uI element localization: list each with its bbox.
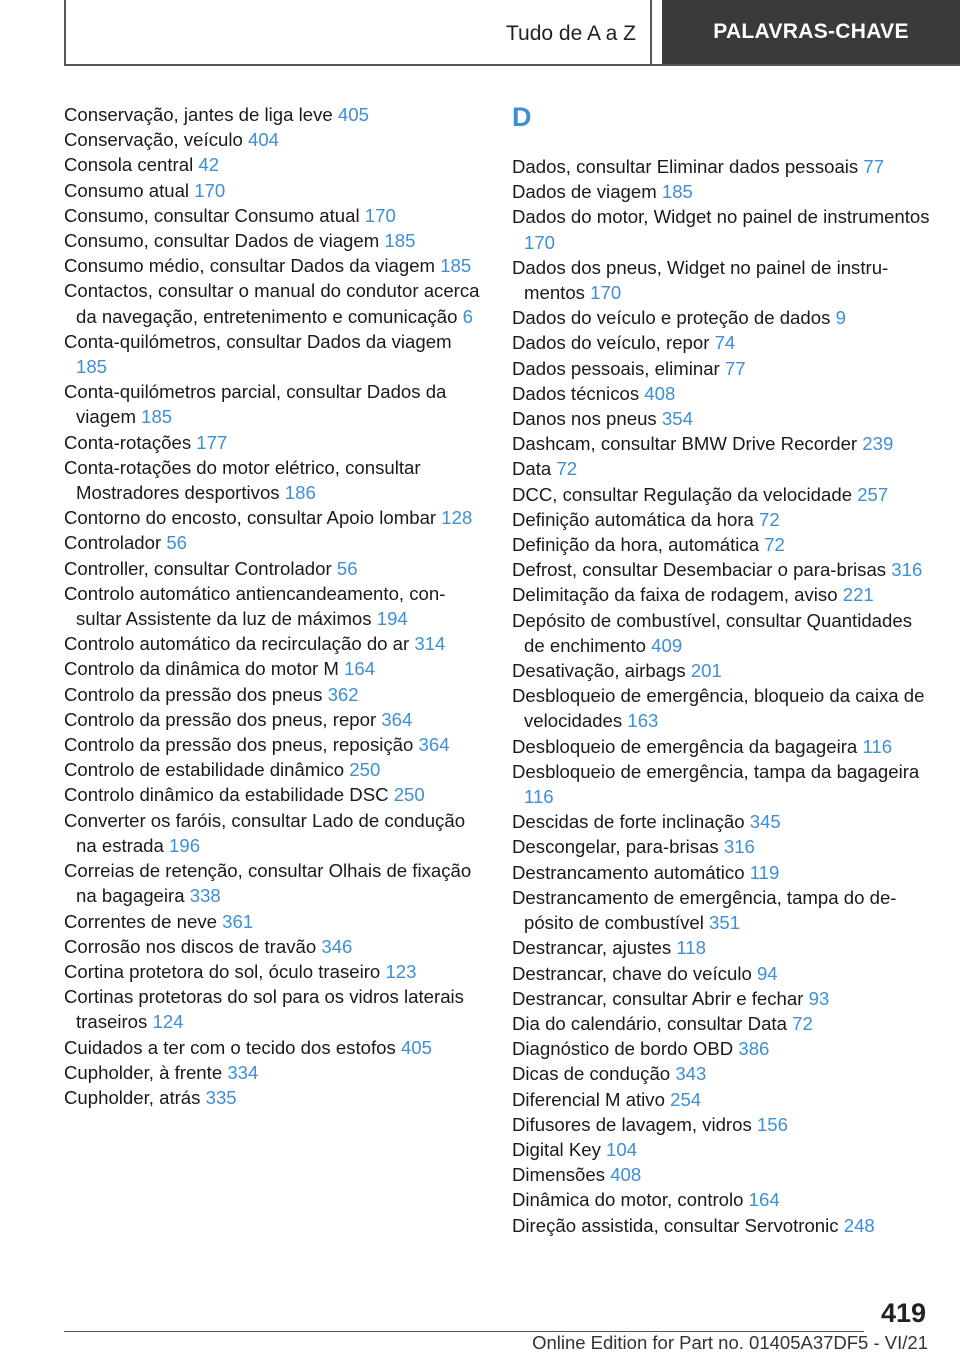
page-number: 419	[880, 1298, 926, 1328]
index-entry-text: Destrancar, consultar Abrir e fechar	[512, 987, 804, 1009]
index-entry	[512, 507, 932, 532]
index-entry-text: Destrancar, ajustes	[512, 937, 672, 959]
index-entry-text: Conta-rotações	[64, 431, 192, 453]
index-entry-text: Dados, consultar Eliminar dados pessoais	[512, 156, 859, 177]
index-entry	[64, 1035, 482, 1060]
index-page-link[interactable]: 9	[835, 307, 846, 329]
index-entry	[64, 631, 482, 656]
index-page-link[interactable]: 72	[759, 508, 780, 530]
index-page-link[interactable]: 170	[524, 231, 556, 253]
index-page-link[interactable]: 338	[189, 885, 221, 907]
index-page-link[interactable]: 177	[196, 431, 228, 453]
index-entry-text: Dicas de condução	[512, 1063, 671, 1085]
index-entry-text: Depósito de combustível, consultar Quantidades de enchimento	[512, 609, 912, 656]
index-entry	[64, 984, 482, 1034]
index-entry-text: Dimensões	[512, 1164, 606, 1186]
index-entry	[64, 707, 482, 732]
index-entry	[512, 1061, 932, 1086]
index-entry-text: Correntes de neve	[64, 910, 217, 932]
index-page-link[interactable]: 185	[440, 255, 472, 277]
index-entry	[64, 152, 482, 177]
index-entry	[512, 179, 932, 204]
index-entry-text: Controller, consultar Controlador	[64, 557, 332, 579]
index-entry-text: Dados do veículo, repor	[512, 332, 710, 354]
index-entry	[512, 1036, 932, 1061]
index-entry-text: Contactos, consultar o manual do condutor acerca da navegação, entretenimento e comunicação	[64, 280, 480, 327]
header-left-border	[64, 0, 66, 64]
index-column-right	[512, 102, 932, 1238]
index-page-link[interactable]: 194	[376, 608, 408, 630]
index-page-link[interactable]: 254	[670, 1088, 702, 1110]
index-page-link[interactable]: 163	[627, 710, 659, 732]
index-entry-text: Corrosão nos discos de travão	[64, 935, 317, 957]
index-entry-text: Consumo, consultar Consumo atual	[64, 204, 360, 226]
index-page-link[interactable]: 196	[169, 834, 201, 856]
index-entry-text: Cuidados a ter com o tecido dos estofos	[64, 1036, 396, 1058]
index-entry	[512, 986, 932, 1011]
header-chapter-label[interactable]: PALAVRAS-CHAVE	[662, 0, 960, 64]
index-entry-text: Cortina protetora do sol, óculo traseiro	[64, 960, 381, 982]
index-entry	[64, 556, 482, 581]
index-page-link[interactable]: 314	[414, 633, 446, 655]
index-entry	[512, 961, 932, 986]
index-entry-text: Difusores de lavagem, vidros	[512, 1113, 752, 1135]
index-page-link[interactable]: 250	[349, 759, 381, 781]
index-page-link[interactable]: 116	[524, 786, 554, 808]
index-page-link[interactable]: 335	[205, 1086, 237, 1108]
index-entry-text: Controlo da pressão dos pneus, reposição	[64, 734, 414, 756]
index-page-link[interactable]: 124	[152, 1011, 184, 1033]
index-page-link[interactable]: 104	[606, 1138, 638, 1160]
index-entry	[512, 759, 932, 809]
index-entry-text: Danos nos pneus	[512, 408, 657, 430]
index-entry-text: Controlo dinâmico da estabilidade DSC	[64, 784, 389, 806]
index-page-link[interactable]: 250	[393, 784, 425, 806]
index-entry-text: Cupholder, atrás	[64, 1086, 201, 1108]
index-entry	[512, 255, 932, 305]
index-entry-text: Conta-quilómetros, consultar Dados da viagem	[64, 330, 452, 352]
index-page-link[interactable]: 42	[198, 154, 220, 176]
index-page-link[interactable]: 170	[194, 179, 226, 201]
index-entry-text: Controlador	[64, 532, 162, 554]
index-entry-text: Consola central	[64, 154, 194, 176]
index-entry	[512, 1087, 932, 1112]
index-entry-text: Conta-rotações do motor elétrico, consultar Mostradores desportivos	[64, 456, 421, 504]
index-page-link[interactable]: 408	[644, 382, 676, 404]
index-page-link[interactable]: 408	[610, 1164, 642, 1186]
index-entry	[64, 682, 482, 707]
index-entry	[512, 557, 932, 582]
index-entry-text: Definição da hora, automática	[512, 534, 760, 556]
index-page-link[interactable]: 364	[381, 708, 413, 730]
index-entry-text: Dados pessoais, eliminar	[512, 357, 720, 379]
index-entry	[64, 581, 482, 631]
index-page-link[interactable]: 185	[141, 406, 173, 428]
index-entry	[64, 253, 482, 278]
index-entry	[512, 734, 932, 759]
index-page-link[interactable]: 119	[749, 861, 780, 883]
index-entry-text: Desativação, airbags	[512, 660, 686, 682]
index-page-link[interactable]: 409	[651, 634, 683, 656]
index-entry	[512, 356, 932, 381]
index-entry	[64, 430, 482, 455]
index-entry	[64, 228, 482, 253]
index-entry-text: Conservação, veículo	[64, 129, 243, 151]
index-page-link[interactable]: 72	[792, 1012, 813, 1034]
index-entry	[64, 782, 482, 807]
index-entry	[64, 127, 482, 152]
index-entry	[512, 608, 932, 658]
index-entry-text: Diagnóstico de bordo OBD	[512, 1038, 734, 1060]
index-entry	[512, 582, 932, 607]
index-page-link[interactable]: 201	[690, 660, 722, 682]
index-entry-text: Defrost, consultar Desembaciar o para-brisas	[512, 559, 887, 581]
header-tab-label[interactable]: Tudo de A a Z	[506, 22, 636, 45]
index-entry	[512, 809, 932, 834]
index-entry	[64, 934, 482, 959]
index-entry	[512, 330, 932, 355]
index-entry-text: Dashcam, consultar BMW Drive Recorder	[512, 433, 858, 455]
index-entry	[512, 456, 932, 481]
index-entry	[64, 102, 482, 127]
index-entry-text: Dados do veículo e proteção de dados	[512, 307, 831, 329]
index-entry	[64, 455, 482, 505]
index-entry	[64, 909, 482, 934]
index-page-link[interactable]: 77	[724, 357, 746, 379]
index-entry	[64, 505, 482, 530]
index-entry	[64, 656, 482, 681]
index-page-link[interactable]: 128	[441, 507, 473, 529]
index-page-link[interactable]: 170	[590, 282, 622, 304]
index-page-link[interactable]: 257	[857, 483, 889, 505]
index-entry-text: Dados do motor, Widget no painel de instrumentos	[512, 206, 930, 228]
index-entry-text: Direção assistida, consultar Servotronic	[512, 1214, 839, 1236]
index-page-link[interactable]: 123	[385, 960, 417, 982]
index-entry	[512, 1187, 932, 1212]
index-entry-text: Diferencial M ativo	[512, 1088, 665, 1110]
index-entry-text: Destrancar, chave do veículo	[512, 962, 752, 984]
index-column-left	[64, 102, 482, 1110]
index-entry-text: Dados de viagem	[512, 181, 657, 203]
footer-edition: Online Edition for Part no. 01405A37DF5 - VI/21	[532, 1332, 928, 1353]
index-entry	[64, 530, 482, 555]
index-entry-text: Consumo, consultar Dados de viagem	[64, 230, 380, 252]
index-entry-text: Data	[512, 458, 552, 480]
index-entry	[64, 808, 482, 858]
index-entry	[64, 1060, 482, 1085]
index-page-link[interactable]: 239	[862, 433, 894, 455]
index-page-link[interactable]: 94	[756, 962, 778, 984]
index-entry	[512, 204, 932, 254]
index-entry-text: Dados técnicos	[512, 382, 640, 404]
index-page-link[interactable]: 164	[748, 1189, 780, 1211]
index-entry-text: Definição automática da hora	[512, 508, 754, 530]
index-page-link[interactable]: 351	[709, 912, 741, 934]
index-entry-text: Dinâmica do motor, controlo	[512, 1189, 744, 1211]
index-page-link[interactable]: 164	[344, 658, 376, 680]
index-entry	[64, 203, 482, 228]
index-entry	[512, 381, 932, 406]
index-entry-text: Controlo da pressão dos pneus	[64, 683, 323, 705]
index-letter-heading: D	[512, 102, 532, 132]
index-page-link[interactable]: 116	[862, 735, 893, 757]
index-page-link[interactable]: 316	[723, 836, 755, 858]
header-rule	[64, 64, 960, 66]
index-entry	[64, 757, 482, 782]
index-page-link[interactable]: 346	[321, 935, 353, 957]
index-page-link[interactable]: 185	[661, 181, 693, 203]
index-page-link[interactable]: 361	[222, 910, 254, 932]
index-entry	[512, 431, 932, 456]
index-entry-text: Delimitação da faixa de rodagem, aviso	[512, 584, 838, 606]
index-entry	[512, 834, 932, 859]
index-entry-text: Controlo automático da recirculação do ar	[64, 633, 410, 655]
index-page-link[interactable]: 72	[556, 458, 578, 480]
index-page-link[interactable]: 345	[749, 811, 781, 833]
index-entry-text: Digital Key	[512, 1138, 601, 1160]
index-entry	[64, 379, 482, 429]
index-entry	[512, 935, 932, 960]
index-entry-text: Desbloqueio de emergência da bagageira	[512, 735, 858, 757]
index-entry-text: Destrancamento automático	[512, 861, 745, 883]
index-page-link[interactable]: 56	[336, 557, 358, 579]
index-page-link[interactable]: 248	[843, 1214, 875, 1236]
index-entry	[64, 278, 482, 328]
index-entry-text: Controlo de estabilidade dinâmico	[64, 759, 345, 781]
index-entry	[512, 860, 932, 885]
index-entry-text: Dados dos pneus, Widget no painel de instrumentos	[512, 256, 889, 304]
index-entry	[512, 532, 932, 557]
index-entry	[512, 885, 932, 935]
index-entry-text: Contorno do encosto, consultar Apoio lombar	[64, 507, 437, 529]
index-page-link[interactable]: 316	[891, 559, 923, 581]
index-page-link[interactable]: 185	[76, 356, 108, 378]
index-entry	[512, 154, 932, 179]
index-entry-text: Conta-quilómetros parcial, consultar Dados da viagem	[64, 381, 447, 428]
index-entry	[512, 1112, 932, 1137]
index-entry-text: Consumo médio, consultar Dados da viagem	[64, 255, 436, 277]
index-entry-text: Controlo da pressão dos pneus, repor	[64, 708, 377, 730]
index-page-link[interactable]: 6	[462, 305, 473, 327]
index-page-link[interactable]: 72	[764, 534, 785, 556]
index-entry	[64, 732, 482, 757]
index-page-link[interactable]: 56	[166, 532, 188, 554]
index-entry	[512, 305, 932, 330]
index-entry-text: Desbloqueio de emergência, bloqueio da caixa de velocidades	[512, 685, 925, 732]
index-entry-text: Converter os faróis, consultar Lado de condução na estrada	[64, 809, 466, 856]
index-entry	[64, 858, 482, 908]
index-page-link[interactable]: 386	[738, 1038, 770, 1060]
index-page-link[interactable]: 405	[337, 104, 369, 125]
index-page-link[interactable]: 74	[714, 332, 736, 354]
index-entry-text: Cortinas protetoras do sol para os vidros laterais traseiros	[64, 986, 464, 1033]
index-page-link[interactable]: 118	[676, 937, 706, 959]
index-entry	[64, 329, 482, 379]
index-page-link[interactable]: 77	[863, 156, 885, 177]
index-entry-text: Correias de retenção, consultar Olhais de fixação na bagageira	[64, 860, 472, 907]
index-entry-text: Conservação, jantes de liga leve	[64, 104, 333, 125]
index-page-link[interactable]: 404	[247, 129, 280, 151]
index-entry-text: Desbloqueio de emergência, tampa da bagageira	[512, 760, 920, 782]
index-entry	[64, 178, 482, 203]
index-entry	[512, 1137, 932, 1162]
index-entry	[512, 683, 932, 733]
index-page-link[interactable]: 364	[418, 734, 450, 756]
index-entry-text: Controlo automático antiencandeamento, consultar Assistente da luz de máximos	[64, 582, 446, 630]
index-page-link[interactable]: 186	[284, 482, 316, 504]
index-entry-text: Controlo da dinâmica do motor M	[64, 658, 339, 680]
index-entry-text: Dia do calendário, consultar Data	[512, 1012, 787, 1034]
index-page-link[interactable]: 343	[675, 1063, 707, 1085]
index-page-link[interactable]: 362	[327, 683, 359, 705]
index-entry	[512, 482, 932, 507]
index-page-link[interactable]: 156	[756, 1113, 788, 1135]
index-page-link[interactable]: 354	[661, 408, 693, 430]
index-entry	[512, 406, 932, 431]
index-entry	[64, 959, 482, 984]
index-page-link[interactable]: 334	[227, 1061, 259, 1083]
index-entry	[512, 1213, 932, 1238]
index-entry	[512, 1011, 932, 1036]
index-page-link[interactable]: 93	[808, 987, 830, 1009]
index-entry-text: Cupholder, à frente	[64, 1061, 223, 1083]
index-entry-text: Descongelar, para-brisas	[512, 836, 719, 858]
index-entry	[512, 658, 932, 683]
index-page-link[interactable]: 170	[364, 204, 396, 226]
index-entry	[512, 1162, 932, 1187]
index-entry	[64, 1085, 482, 1110]
index-page-link[interactable]: 185	[384, 230, 416, 252]
index-page-link[interactable]: 405	[400, 1036, 432, 1058]
index-entry-text: Destrancamento de emergência, tampa do depósito de combustível	[512, 886, 897, 934]
index-page-link[interactable]: 221	[842, 584, 874, 606]
index-entry-text: Consumo atual	[64, 179, 190, 201]
index-entry-text: DCC, consultar Regulação da velocidade	[512, 483, 853, 505]
index-entry-text: Descidas de forte inclinação	[512, 811, 745, 833]
